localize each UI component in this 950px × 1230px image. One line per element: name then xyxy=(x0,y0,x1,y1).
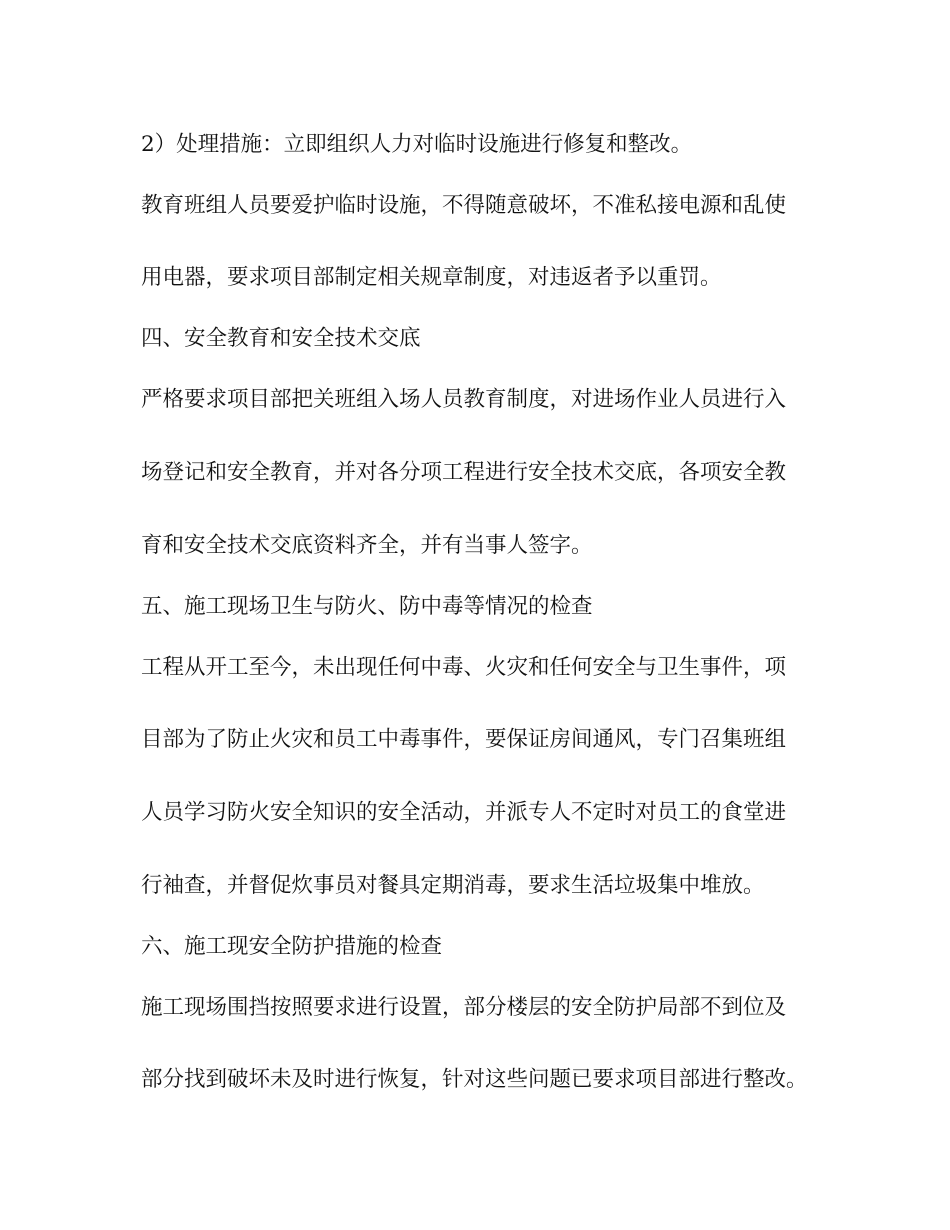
paragraph-line: 严格要求项目部把关班组入场人员教育制度，对进场作业人员进行入 xyxy=(141,387,787,412)
paragraph-line: 工程从开工至今，未出现任何中毒、火灾和任何安全与卫生事件，项 xyxy=(141,655,787,680)
paragraph-line: 场登记和安全教育，并对各分项工程进行安全技术交底，各项安全教 xyxy=(141,460,787,485)
paragraph-line: 人员学习防火安全知识的安全活动，并派专人不定时对员工的食堂进 xyxy=(141,800,787,825)
paragraph-line: 目部为了防止火灾和员工中毒事件，要保证房间通风，专门召集班组 xyxy=(141,727,787,752)
measure-line: 2）处理措施：立即组织人力对临时设施进行修复和整改。 xyxy=(141,132,693,157)
paragraph-line: 部分找到破坏未及时进行恢复，针对这些问题已要求项目部进行整改。 xyxy=(141,1067,808,1092)
paragraph-line: 育和安全技术交底资料齐全，并有当事人签字。 xyxy=(141,533,593,558)
paragraph-line: 行袖查，并督促炊事员对餐具定期消毒，要求生活垃圾集中堆放。 xyxy=(141,873,765,898)
section-heading: 四、安全教育和安全技术交底 xyxy=(141,326,421,351)
section-heading: 六、施工现安全防护措施的检查 xyxy=(141,934,443,959)
section-heading: 五、施工现场卫生与防火、防中毒等情况的检查 xyxy=(141,594,593,619)
paragraph-line: 施工现场围挡按照要求进行设置，部分楼层的安全防护局部不到位及 xyxy=(141,995,787,1020)
paragraph-line: 教育班组人员要爱护临时设施，不得随意破坏，不准私接电源和乱使 xyxy=(141,193,787,218)
paragraph-line: 用电器，要求项目部制定相关规章制度，对违返者予以重罚。 xyxy=(141,265,722,290)
